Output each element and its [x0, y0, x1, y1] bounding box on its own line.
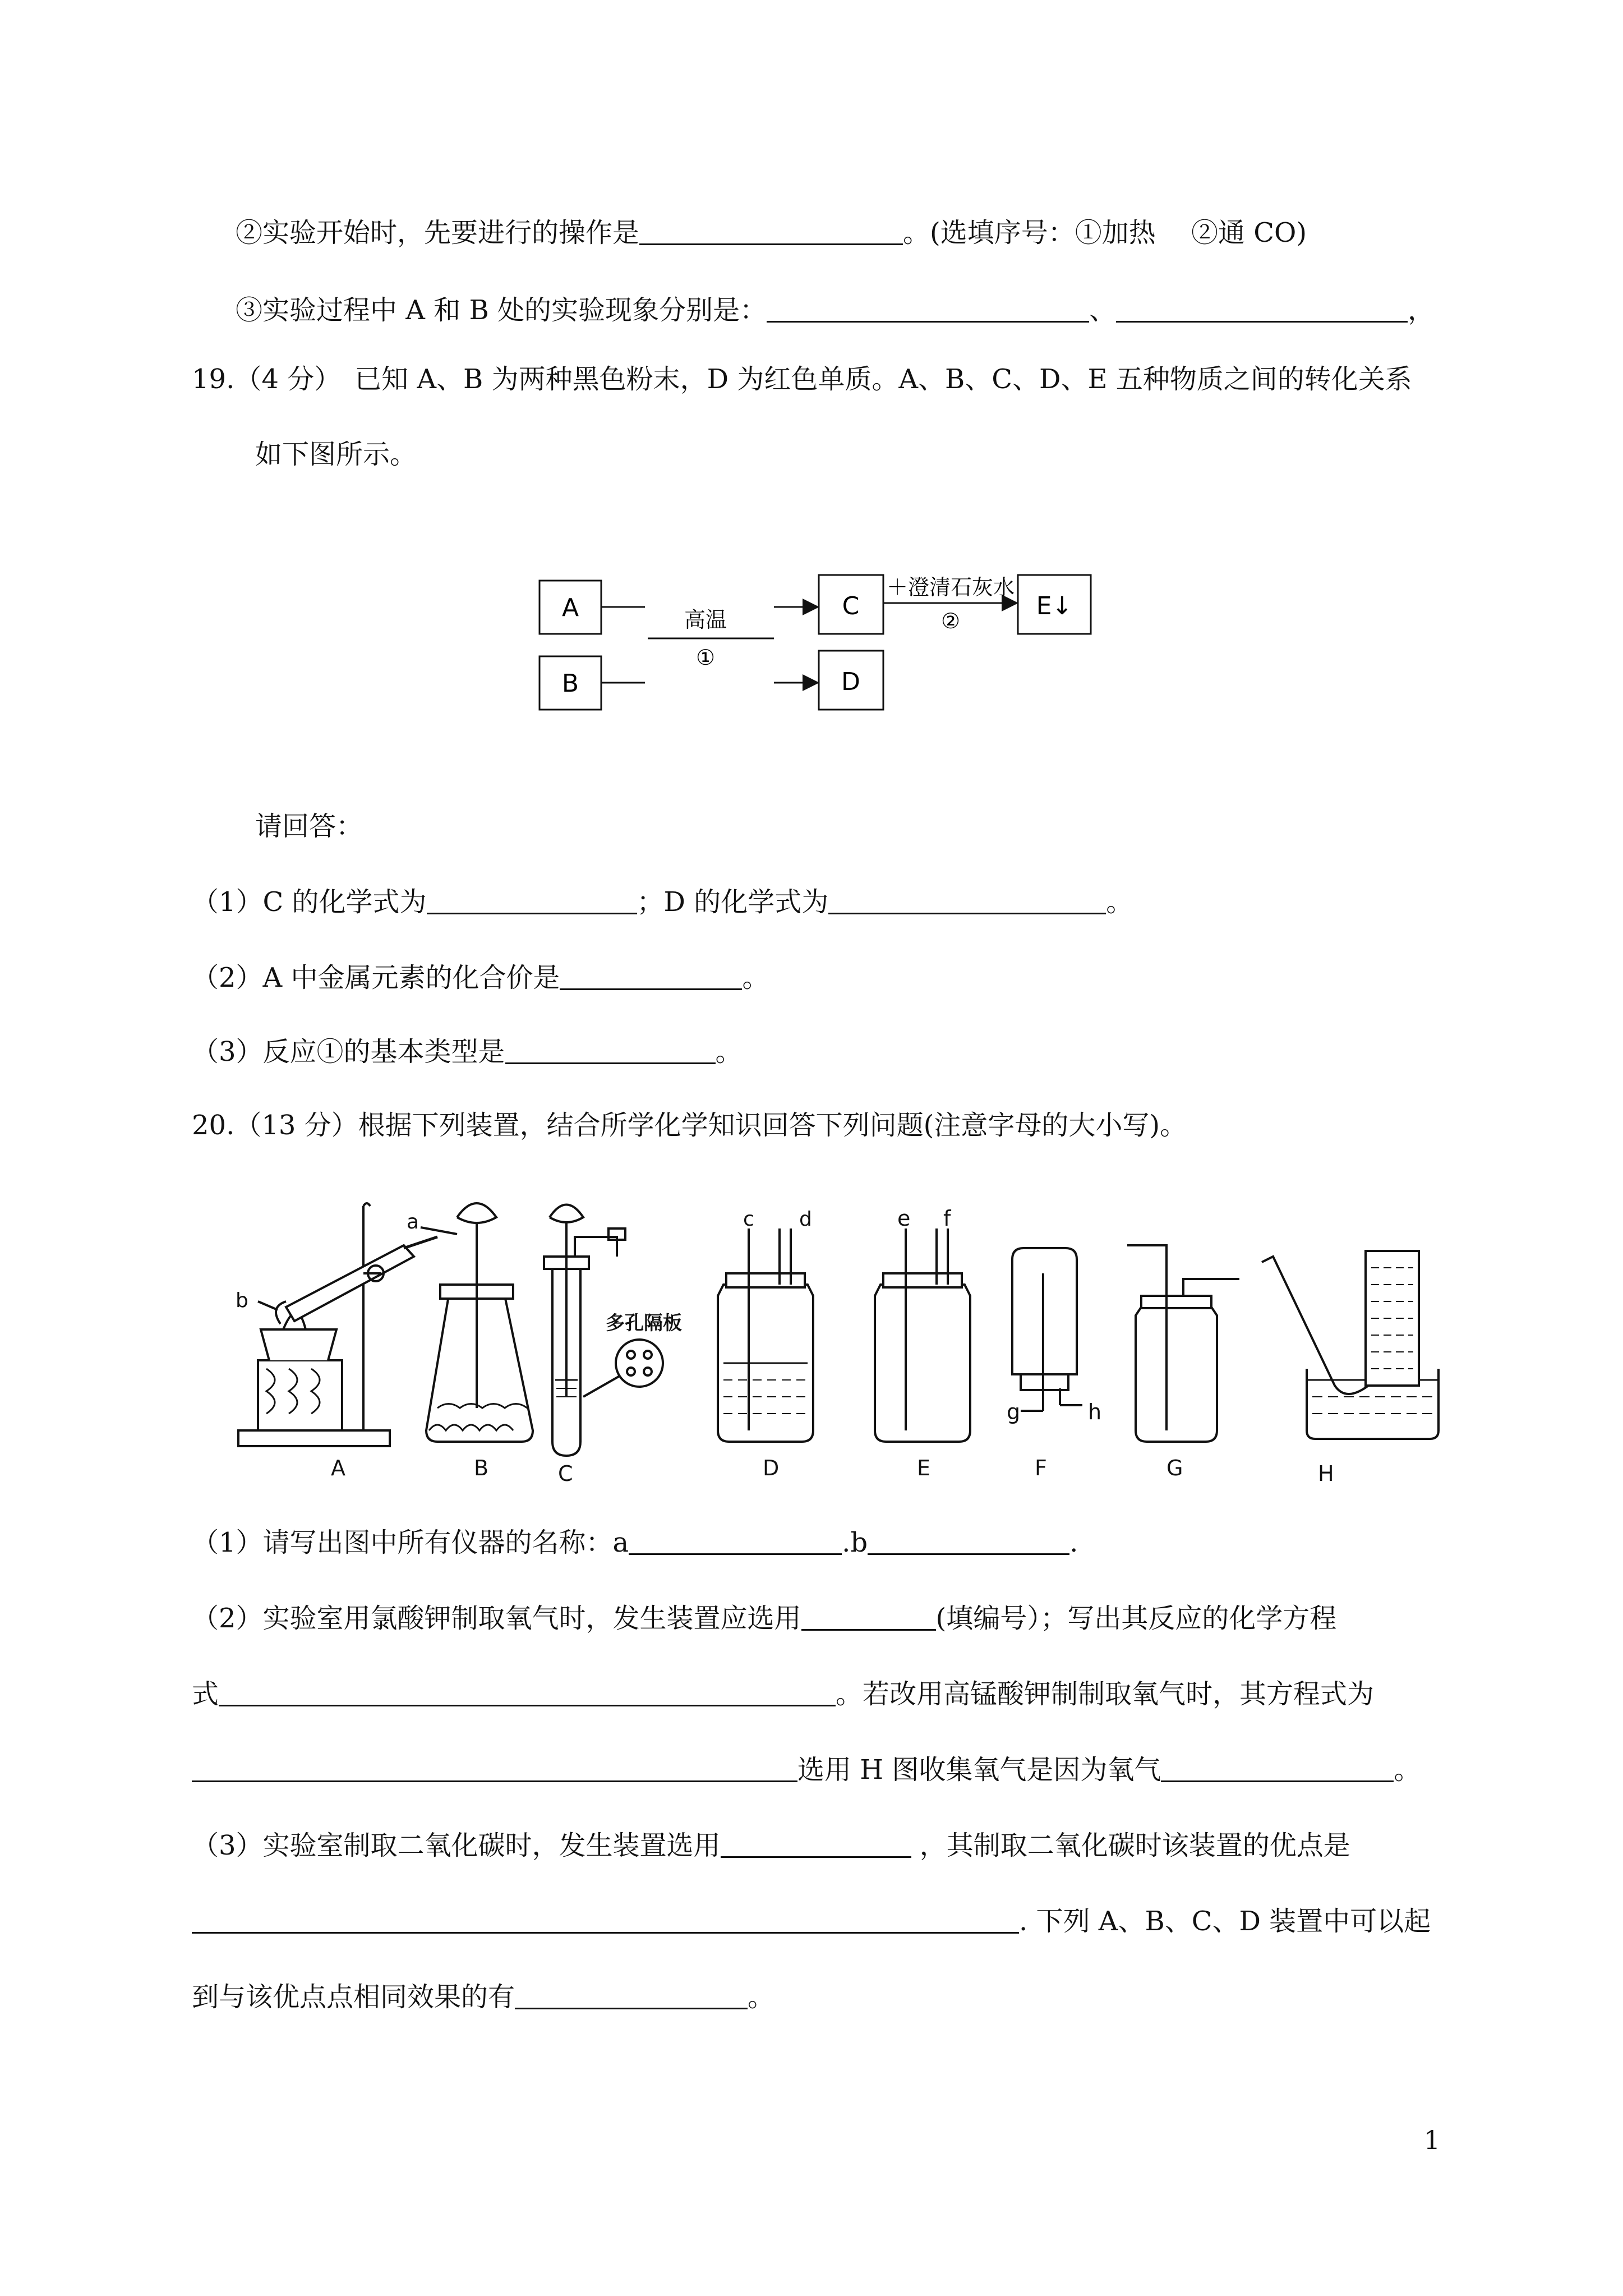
answer-blank[interactable] [560, 963, 742, 990]
q19-ask: 请回答： [255, 811, 363, 842]
condition-limewater: ＋澄清石灰水 [886, 575, 1015, 600]
apparatus-h [1262, 1251, 1438, 1439]
answer-blank[interactable] [767, 295, 1089, 323]
condition-high-temp: 高温 [684, 608, 727, 632]
label-apparatus-f: F [1035, 1456, 1047, 1480]
apparatus-e [875, 1228, 970, 1442]
q19-conversion-diagram [533, 561, 1127, 729]
q20-part-2-line-3: 选用 H 图收集氧气是因为氧气 。 [192, 1753, 1421, 1787]
q20-part-2-line-2: 式 。若改用高锰酸钾制制取氧气时，其方程式为 [192, 1678, 1375, 1710]
q19-part-2: （2）A 中金属元素的化合价是 。 [192, 962, 769, 993]
q18-line-2: ②实验开始时，先要进行的操作是 。(选填序号：①加热 ②通 CO) [236, 217, 1307, 249]
lab-apparatus-figure [236, 1195, 1441, 1487]
q20-part-3-line-1: （3）实验室制取二氧化碳时，发生装置选用 ，其制取二氧化碳时该装置的优点是 [192, 1830, 1350, 1861]
q20-part-3-line-3: 到与该优点点相同效果的有 。 [192, 1981, 775, 2013]
q20-part-2-line-1: （2）实验室用氯酸钾制取氧气时，发生装置应选用 (填编号）；写出其反应的化学方程 [192, 1603, 1337, 1634]
answer-blank[interactable] [639, 218, 903, 245]
apparatus-a [238, 1203, 437, 1446]
answer-blank[interactable] [828, 887, 1106, 914]
answer-blank[interactable] [192, 1906, 1019, 1934]
answer-blank[interactable] [1161, 1755, 1394, 1782]
q18-line-3: ③实验过程中 A 和 B 处的实验现象分别是： 、 ， [236, 295, 1435, 326]
apparatus-f [1012, 1248, 1082, 1411]
label-apparatus-e: E [917, 1456, 931, 1480]
answer-blank[interactable] [801, 1603, 936, 1631]
label-d-small: d [799, 1208, 812, 1231]
label-c-small: c [743, 1208, 754, 1231]
label-h-small: h [1088, 1400, 1102, 1424]
reaction-number-1: ① [695, 645, 716, 670]
label-apparatus-c: C [558, 1461, 573, 1486]
apparatus-b [421, 1203, 533, 1442]
label-apparatus-a: A [331, 1456, 345, 1480]
answer-blank[interactable] [192, 1755, 797, 1782]
label-apparatus-b: B [474, 1456, 489, 1480]
label-porous-plate: 多孔隔板 [606, 1312, 682, 1335]
answer-blank[interactable] [515, 1982, 748, 2009]
q19-stem-line-2: 如下图所示。 [255, 439, 417, 470]
answer-blank[interactable] [427, 887, 637, 914]
page-number: 1 [1423, 2125, 1440, 2155]
label-d: D [841, 668, 860, 696]
label-b: B [561, 669, 579, 698]
answer-blank[interactable] [219, 1679, 836, 1706]
answer-blank-a[interactable] [629, 1527, 842, 1555]
label-f-small: f [943, 1206, 951, 1231]
label-a: A [561, 593, 579, 622]
q20-part-3-line-2: . 下列 A、B、C、D 装置中可以起 [192, 1904, 1431, 1938]
label-c: C [842, 592, 860, 620]
q20-part-1: （1）请写出图中所有仪器的名称：a .b . [192, 1527, 1078, 1558]
answer-blank[interactable] [505, 1037, 716, 1064]
label-apparatus-g: G [1166, 1456, 1183, 1480]
answer-blank-b[interactable] [868, 1527, 1069, 1555]
label-e: E↓ [1036, 592, 1073, 620]
apparatus-g [1127, 1245, 1239, 1442]
q19-part-3: （3）反应①的基本类型是 。 [192, 1036, 743, 1068]
label-apparatus-d: D [763, 1456, 780, 1480]
label-a-small: a [407, 1211, 419, 1234]
apparatus-d [718, 1228, 813, 1442]
label-apparatus-h: H [1318, 1461, 1334, 1486]
q19-stem-line-1: 19.（4 分） 已知 A、B 为两种黑色粉末，D 为红色单质。A、B、C、D、E 五种物质之间的转化关系 [192, 364, 1412, 395]
q19-part-1: （1）C 的化学式为 ；D 的化学式为 。 [192, 886, 1133, 918]
answer-blank[interactable] [721, 1830, 911, 1858]
label-b-small: b [236, 1289, 248, 1312]
q20-stem: 20.（13 分）根据下列装置，结合所学化学知识回答下列问题(注意字母的大小写)。 [192, 1110, 1187, 1141]
label-e-small: e [897, 1206, 911, 1231]
reaction-number-2: ② [940, 609, 961, 633]
answer-blank[interactable] [1116, 295, 1408, 323]
label-g-small: g [1007, 1400, 1021, 1424]
